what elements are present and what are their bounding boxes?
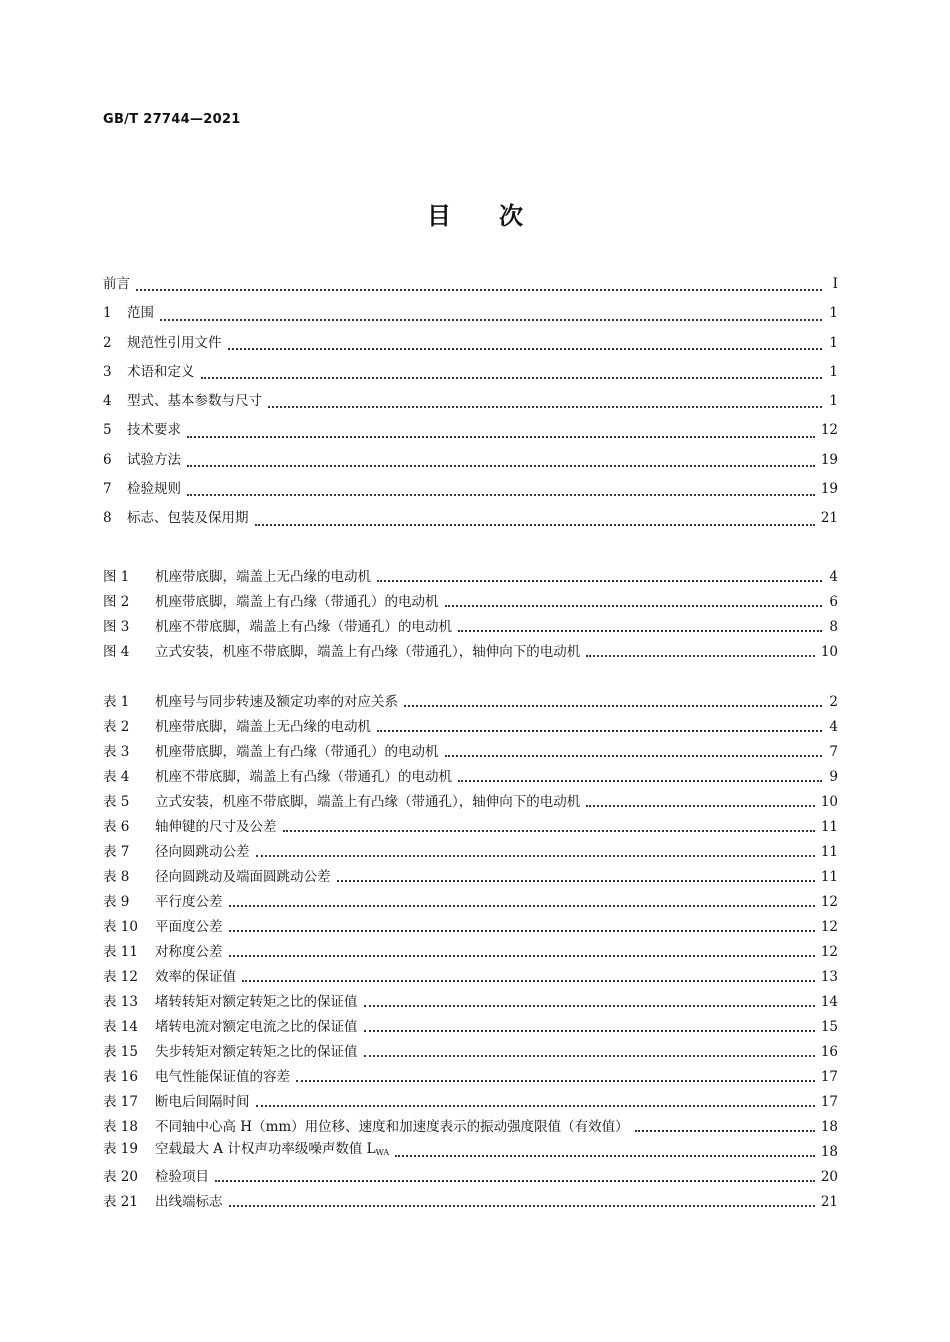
toc-entry-number: 3 (103, 363, 112, 380)
toc-entry-text: 效率的保证值 (155, 969, 236, 985)
toc-entry-text: 径向圆跳动及端面圆跳动公差 (155, 869, 331, 885)
toc-entry-text: 平行度公差 (155, 894, 223, 910)
toc-entry-text: 检验项目 (155, 1169, 209, 1185)
dot-leader (445, 604, 823, 607)
toc-entry-page: 2 (829, 694, 838, 710)
toc-entry-number: 表 10 (103, 919, 138, 935)
dot-leader (364, 1004, 815, 1007)
toc-entry[interactable] (103, 990, 838, 1015)
toc-entry[interactable] (103, 504, 838, 533)
toc-entry-number: 图 3 (103, 619, 130, 635)
toc-entry[interactable] (103, 590, 838, 615)
toc-entry-label (103, 890, 223, 915)
toc-entry[interactable] (103, 329, 838, 358)
toc-entry-text: 前言 (103, 276, 130, 292)
dot-leader (256, 1104, 815, 1107)
toc-entry-label (103, 590, 439, 615)
toc-entry-text: 立式安装，机座不带底脚，端盖上有凸缘（带通孔），轴伸向下的电动机 (155, 794, 581, 810)
toc-entry-page: 18 (820, 1144, 838, 1160)
toc-entry-number: 表 16 (103, 1069, 138, 1085)
toc-entry[interactable] (103, 1040, 838, 1065)
toc-entry[interactable] (103, 270, 838, 299)
toc-entry-page: 4 (829, 719, 838, 735)
toc-entry-label (103, 358, 195, 387)
toc-entry-page: 17 (820, 1094, 838, 1110)
toc-entry-number: 图 1 (103, 569, 130, 585)
dot-leader (283, 829, 815, 832)
toc-entry-label (103, 1090, 250, 1115)
toc-entry-number: 表 17 (103, 1094, 138, 1110)
dot-leader (242, 979, 815, 982)
toc-entry-label (103, 446, 181, 475)
toc-entry-page: 9 (829, 769, 838, 785)
toc-entry-label (103, 840, 250, 865)
toc-entry-text: 堵转电流对额定电流之比的保证值 (155, 1019, 358, 1035)
dot-leader (229, 904, 815, 907)
toc-entry-text: 机座号与同步转速及额定功率的对应关系 (155, 694, 398, 710)
toc-entry-number: 表 7 (103, 844, 130, 860)
toc-figures (103, 565, 838, 665)
document-id: GB/T 27744—2021 (103, 112, 241, 127)
dot-leader (187, 464, 815, 467)
toc-entry-text: 机座不带底脚，端盖上有凸缘（带通孔）的电动机 (155, 769, 452, 785)
toc-entry-label (103, 790, 580, 815)
dot-leader (229, 954, 815, 957)
toc-entry[interactable] (103, 358, 838, 387)
dot-leader (586, 654, 815, 657)
toc-entry[interactable] (103, 1140, 838, 1165)
dot-leader (229, 929, 815, 932)
toc-tables (103, 690, 838, 1215)
toc-entry-page: 11 (820, 844, 838, 860)
dot-leader (635, 1129, 815, 1132)
toc-entry-text: 立式安装，机座不带底脚，端盖上有凸缘（带通孔），轴伸向下的电动机 (155, 644, 581, 660)
toc-entry[interactable] (103, 446, 838, 475)
toc-entry-label (103, 765, 452, 790)
dot-leader (445, 754, 823, 757)
page-title: 目 次 (427, 202, 523, 230)
toc-entry-text: 不同轴中心高 H（mm）用位移、速度和加速度表示的振动强度限值（有效值） (155, 1119, 629, 1135)
toc-entry[interactable] (103, 740, 838, 765)
dot-leader (458, 779, 822, 782)
toc-entry-label (103, 965, 236, 990)
toc-entry-label (103, 1040, 358, 1065)
toc-entry[interactable] (103, 915, 838, 940)
toc-entry-text: 机座不带底脚，端盖上有凸缘（带通孔）的电动机 (155, 619, 452, 635)
toc-entry-label (103, 815, 277, 840)
toc-entry-text: 失步转矩对额定转矩之比的保证值 (155, 1044, 358, 1060)
dot-leader (215, 1179, 815, 1182)
toc-entry-page: Ⅰ (832, 276, 838, 292)
toc-entry-text: 机座带底脚，端盖上无凸缘的电动机 (155, 569, 371, 585)
toc-entry[interactable] (103, 890, 838, 915)
toc-entry-text: 平面度公差 (155, 919, 223, 935)
dot-leader (404, 704, 822, 707)
dot-leader (201, 376, 823, 379)
toc-entry-label (103, 740, 439, 765)
dot-leader (377, 579, 822, 582)
toc-entry-page: 12 (820, 919, 838, 935)
toc-entry[interactable] (103, 1065, 838, 1090)
toc-main-sections (103, 270, 838, 534)
toc-entry[interactable] (103, 865, 838, 890)
toc-entry[interactable] (103, 1165, 838, 1190)
toc-entry-page: 16 (820, 1044, 838, 1060)
dot-leader (268, 405, 822, 408)
toc-entry-number: 表 15 (103, 1044, 138, 1060)
toc-entry-text: 机座带底脚，端盖上无凸缘的电动机 (155, 719, 371, 735)
dot-leader (255, 523, 815, 526)
toc-entry-number: 表 5 (103, 794, 130, 810)
toc-entry-label (103, 504, 249, 533)
toc-entry-label (103, 690, 398, 715)
toc-entry-number: 4 (103, 393, 112, 410)
toc-entry-number: 表 9 (103, 894, 130, 910)
toc-entry-page: 1 (829, 305, 838, 322)
toc-entry-text: 轴伸键的尺寸及公差 (155, 819, 277, 835)
toc-entry-number: 表 3 (103, 744, 130, 760)
toc-entry-label (103, 416, 181, 445)
toc-entry[interactable] (103, 940, 838, 965)
toc-entry-label (103, 270, 130, 299)
toc-entry-page: 21 (820, 510, 838, 527)
toc-entry-label (103, 1065, 290, 1090)
toc-entry-number: 表 2 (103, 719, 130, 735)
toc-entry-text: 技术要求 (127, 422, 181, 439)
toc-entry-number: 8 (103, 510, 112, 527)
toc-entry-text: 规范性引用文件 (127, 334, 222, 351)
toc-entry-text: 径向圆跳动公差 (155, 844, 250, 860)
toc-entry-page: 18 (820, 1119, 838, 1135)
toc-entry-page: 19 (820, 481, 838, 498)
toc-entry-number: 5 (103, 422, 112, 439)
toc-entry-label (103, 299, 154, 328)
toc-entry-page: 13 (820, 969, 838, 985)
toc-entry-number: 表 6 (103, 819, 130, 835)
toc-entry-label (103, 715, 371, 740)
toc-entry-number: 表 8 (103, 869, 130, 885)
toc-entry-text: 检验规则 (127, 481, 181, 498)
toc-entry-label (103, 387, 262, 416)
toc-entry-number: 6 (103, 451, 112, 468)
toc-entry-text: 出线端标志 (155, 1194, 223, 1210)
toc-entry-page: 15 (820, 1019, 838, 1035)
toc-entry-number: 表 1 (103, 694, 130, 710)
toc-entry-text: 标志、包装及保用期 (127, 510, 249, 527)
toc-entry-page: 10 (820, 644, 838, 660)
dot-leader (187, 493, 815, 496)
toc-entry-page: 12 (820, 894, 838, 910)
toc-entry-page: 12 (820, 944, 838, 960)
toc-entry-number: 表 19 (103, 1141, 138, 1157)
dot-leader (364, 1054, 815, 1057)
dot-leader (395, 1154, 815, 1157)
toc-entry-number: 表 18 (103, 1119, 138, 1135)
toc-entry-page: 12 (820, 422, 838, 439)
dot-leader (160, 318, 822, 321)
toc-entry-number: 表 4 (103, 769, 130, 785)
toc-entry[interactable] (103, 1190, 838, 1215)
toc-entry[interactable] (103, 416, 838, 445)
toc-entry-number: 图 4 (103, 644, 130, 660)
toc-entry-label (103, 640, 580, 665)
dot-leader (364, 1029, 815, 1032)
toc-entry-label (103, 565, 371, 590)
toc-entry-text: 电气性能保证值的容差 (155, 1069, 290, 1085)
dot-leader (187, 435, 815, 438)
toc-entry[interactable] (103, 840, 838, 865)
toc-entry[interactable] (103, 790, 838, 815)
toc-entry[interactable] (103, 299, 838, 328)
toc-entry-number: 表 14 (103, 1019, 138, 1035)
toc-entry-label (103, 865, 331, 890)
toc-entry-page: 20 (820, 1169, 838, 1185)
toc-entry[interactable] (103, 1015, 838, 1040)
toc-entry-label (103, 1137, 389, 1165)
toc-entry-text: 型式、基本参数与尺寸 (127, 393, 262, 410)
toc-entry-page: 14 (820, 994, 838, 1010)
toc-entry-page: 11 (820, 869, 838, 885)
toc-entry-page: 19 (820, 451, 838, 468)
toc-entry[interactable] (103, 615, 838, 640)
toc-entry-number: 表 20 (103, 1169, 138, 1185)
toc-entry-number: 表 21 (103, 1194, 138, 1210)
toc-entry-text: 空载最大 A 计权声功率级噪声数值 L (155, 1141, 376, 1157)
toc-entry-label (103, 615, 452, 640)
toc-entry-text: 范围 (127, 305, 154, 322)
toc-entry-label (103, 990, 358, 1015)
toc-entry-page: 1 (829, 334, 838, 351)
dot-leader (458, 629, 822, 632)
toc-entry-text: 断电后间隔时间 (155, 1094, 250, 1110)
toc-entry[interactable] (103, 565, 838, 590)
toc-entry-text: 对称度公差 (155, 944, 223, 960)
toc-entry[interactable] (103, 1090, 838, 1115)
toc-entry-label (103, 329, 222, 358)
toc-entry-page: 4 (829, 569, 838, 585)
toc-entry[interactable] (103, 690, 838, 715)
toc-entry-label (103, 940, 223, 965)
toc-entry-label (103, 1165, 209, 1190)
toc-entry-text: 机座带底脚，端盖上有凸缘（带通孔）的电动机 (155, 594, 439, 610)
toc-entry-label (103, 475, 181, 504)
toc-entry[interactable] (103, 965, 838, 990)
toc-entry-text: 术语和定义 (127, 363, 195, 380)
toc-entry-number: 图 2 (103, 594, 130, 610)
toc-entry-page: 1 (829, 363, 838, 380)
toc-entry-number: 表 12 (103, 969, 138, 985)
toc-entry-page: 21 (820, 1194, 838, 1210)
dot-leader (377, 729, 822, 732)
toc-entry-text: 机座带底脚，端盖上有凸缘（带通孔）的电动机 (155, 744, 439, 760)
toc-entry-number: 7 (103, 481, 112, 498)
toc-entry-text: 试验方法 (127, 451, 181, 468)
toc-entry-page: 17 (820, 1069, 838, 1085)
toc-entry-number: 1 (103, 305, 112, 322)
toc-entry-subscript: WA (375, 1148, 390, 1157)
toc-entry-label (103, 915, 223, 940)
toc-entry[interactable] (103, 387, 838, 416)
dot-leader (136, 288, 822, 291)
toc-entry[interactable] (103, 765, 838, 790)
toc-entry-page: 8 (829, 619, 838, 635)
toc-entry-page: 7 (829, 744, 838, 760)
toc-entry-number: 2 (103, 334, 112, 351)
dot-leader (228, 347, 823, 350)
dot-leader (296, 1079, 815, 1082)
toc-entry-page: 10 (820, 794, 838, 810)
toc-entry-label (103, 1190, 223, 1215)
toc-entry[interactable] (103, 640, 838, 665)
toc-entry-page: 1 (829, 393, 838, 410)
toc-entry[interactable] (103, 475, 838, 504)
dot-leader (229, 1204, 815, 1207)
toc-entry-page: 6 (829, 594, 838, 610)
toc-entry-number: 表 11 (103, 944, 138, 960)
toc-entry-label (103, 1015, 358, 1040)
toc-entry-page: 11 (820, 819, 838, 835)
toc-entry[interactable] (103, 715, 838, 740)
toc-entry[interactable] (103, 815, 838, 840)
dot-leader (586, 804, 815, 807)
dot-leader (256, 854, 815, 857)
dot-leader (337, 879, 815, 882)
toc-entry-text: 堵转转矩对额定转矩之比的保证值 (155, 994, 358, 1010)
toc-entry-number: 表 13 (103, 994, 138, 1010)
